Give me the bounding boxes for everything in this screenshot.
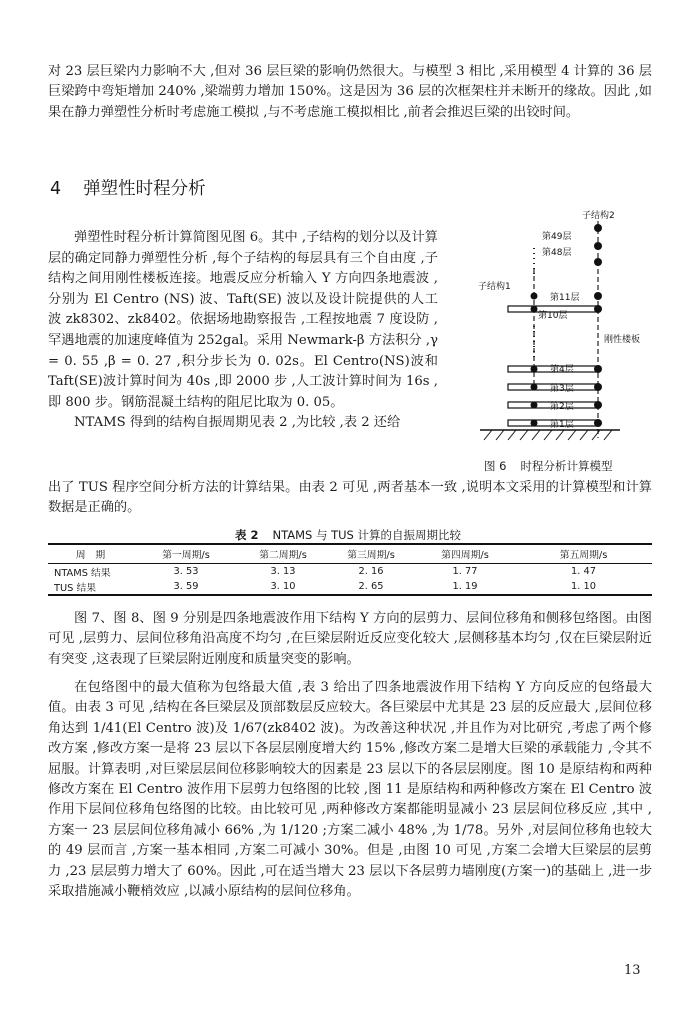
paragraph-method: 弹塑性时程分析计算简图见图 6。其中 ,子结构的划分以及计算层的确定同静力弹塑性分析 ,每个子结构的每层具有三个自由度 ,子结构之间用刚性楼板连接。地震反应分析输入 Y 方向四条地震波 ,分别为 El Centro (NS) 波、Taft(SE) 波以及设计院提供的人工波 zk8302、zk8402。依据场地勘察报告 ,工程按地震 7 度设防 ,罕遇地震的加速度峰值为 252gal。采用 Newmark-β 方法积分 ,γ = 0. 55 ,β = 0. 27 ,积分步长为 0. 02s。El Centro(NS)波和 Taft(SE)波计算时间为 40s ,即 2000 步 ,人工波计算时间为 16s ,即 800 步。钢筋混凝土结构的阻尼比取为 0. 05。 bbox=[48, 230, 438, 410]
table-cell: 2. 65 bbox=[327, 579, 415, 595]
table-cell: 3. 13 bbox=[270, 566, 296, 577]
label-floor2: 第2层 bbox=[550, 402, 574, 412]
table-cell: 2. 16 bbox=[358, 566, 384, 577]
table-cell: 3. 53 bbox=[173, 566, 199, 577]
node-s2-3 bbox=[594, 383, 602, 391]
node-s2-11 bbox=[594, 292, 602, 300]
label-floor11: 第11层 bbox=[550, 293, 580, 303]
header-cell: 第五周期/s bbox=[515, 544, 652, 564]
paragraph-envelope: 在包络图中的最大值称为包络最大值 ,表 3 给出了四条地震波作用下结构 Y 方向反应的包络最大值。由表 3 可见 ,结构在各巨梁层及顶部数层反应较大。各巨梁层中尤其是 23 层的反应最大 ,层间位移角达到 1/41(El Centro 波)及 1/67(zk8402 波)。为改善这种状况 ,并且作为对比研究 ,考虑了两个修改方案 ,修改方案一是将 23 层以下各层层刚度增大约 15% ,修改方案二是增大巨梁的承载能力 ,令其不屈服。计算表明 ,对巨梁层层间位移影响较大的因素是 23 层以下的各层层刚度。图 10 是原结构和两种修改方案在 El Centro 波作用下层剪力包络图的比较 ,图 11 是原结构和两种修改方案在 El Centro 波作用下层间位移角包络图的比较。由比较可见 ,两种修改方案都能明显减小 23 层层间位移反应 ,其中 ,方案一 23 层层间位移角减小 66% ,为 1/120 ;方案二减小 48% ,为 1/78。另外 ,对层间位移角也较大的 49 层而言 ,方案一基本相同 ,方案二可减小 30%。但是 ,由图 10 可见 ,方案二会增大巨梁层的层剪力 ,23 层层剪力增大了 60%。因此 ,可在适当增大 23 层以下各层剪力墙刚度(方案一)的基础上 ,进一步采取措施减小鞭梢效应 ,以减小原结构的层间位移角。 bbox=[48, 680, 652, 900]
node-s1-11 bbox=[531, 293, 538, 300]
node-s2-1 bbox=[594, 419, 602, 427]
period-table bbox=[48, 543, 652, 596]
paragraph-figures-7-9: 图 7、图 8、图 9 分别是四条地震波作用下结构 Y 方向的层剪力、层间位移角和侧移包络图。由图可见 ,层剪力、层间位移角沿高度不均匀 ,在巨梁层附近反应变化较大 ,层侧移基本均匀 ,仅在巨梁层附近有突变 ,这表现了巨梁层附近刚度和质量突变的影响。 bbox=[48, 611, 652, 667]
table-cell: 3. 10 bbox=[239, 579, 327, 595]
node-s1-4 bbox=[531, 366, 538, 373]
section-number: 4 bbox=[50, 179, 62, 199]
node-s2-top bbox=[594, 224, 602, 232]
paragraph-intro: 对 23 层巨梁内力影响不大 ,但对 36 层巨梁的影响仍然很大。与模型 3 相比 ,采用模型 4 计算的 36 层巨梁跨中弯矩增加 240% ,梁端剪力增加 150%。这是因为 36 层的次框架柱并未断开的缘故。因此 ,如果在静力弹塑性分析时考虑施工模拟 ,与不考虑施工模拟相比 ,前者会推迟巨梁的出铰时间。 bbox=[48, 64, 652, 120]
table-cell: 3. 59 bbox=[133, 579, 239, 595]
section-heading bbox=[50, 177, 206, 201]
label-floor49: 第49层 bbox=[542, 232, 572, 242]
header-cell: 第二周期/s bbox=[239, 544, 327, 564]
table-title-text: NTAMS 与 TUS 计算的自振周期比较 bbox=[272, 528, 462, 542]
figure-6-diagram bbox=[470, 208, 656, 478]
label-floor3: 第3层 bbox=[550, 384, 574, 394]
left-column bbox=[48, 228, 438, 434]
label-floor48: 第48层 bbox=[542, 248, 572, 258]
node-s1-1 bbox=[531, 420, 538, 427]
figure-caption bbox=[484, 458, 612, 474]
page-number: 13 bbox=[624, 963, 641, 978]
table-cell: 1. 47 bbox=[571, 566, 596, 577]
ground-hatching bbox=[484, 430, 612, 440]
label-substructure2: 子结构2 bbox=[582, 211, 615, 221]
label-floor1: 第1层 bbox=[550, 420, 574, 430]
table-row bbox=[48, 579, 652, 595]
node-s2-10 bbox=[594, 305, 602, 313]
label-floor10: 第10层 bbox=[538, 311, 568, 321]
header-cell: 周 期 bbox=[48, 544, 133, 564]
node-s1-10 bbox=[531, 306, 538, 313]
table-cell: TUS 结果 bbox=[48, 579, 133, 595]
table-row bbox=[48, 564, 652, 580]
section-title: 弹塑性时程分析 bbox=[83, 179, 206, 199]
table-title bbox=[0, 527, 696, 543]
table-cell: 1. 77 bbox=[452, 566, 478, 577]
node-s1-2 bbox=[531, 402, 538, 409]
header-cell: 第四周期/s bbox=[415, 544, 515, 564]
table-cell: 1. 10 bbox=[515, 579, 652, 595]
node-s2-2 bbox=[594, 401, 602, 409]
header-cell: 第一周期/s bbox=[133, 544, 239, 564]
label-floor4: 第4层 bbox=[550, 365, 574, 375]
paragraph-ntams-rest: 出了 TUS 程序空间分析方法的计算结果。由表 2 可见 ,两者基本一致 ,说明本文采用的计算模型和计算数据是正确的。 bbox=[48, 480, 652, 516]
figure-caption-text: 时程分析计算模型 bbox=[520, 459, 613, 473]
label-rigid-slab: 刚性楼板 bbox=[604, 335, 641, 345]
header-cell: 第三周期/s bbox=[327, 544, 415, 564]
node-s2-4 bbox=[594, 365, 602, 373]
table-header-row bbox=[48, 544, 652, 564]
node-s2-48 bbox=[594, 258, 602, 266]
paragraph-ntams-start: NTAMS 得到的结构自振周期见表 2 ,为比较 ,表 2 还给 bbox=[74, 415, 401, 431]
figure-number: 图 6 bbox=[484, 459, 507, 473]
table-number: 表 2 bbox=[234, 528, 259, 542]
table-cell: 1. 19 bbox=[415, 579, 515, 595]
node-s1-3 bbox=[531, 384, 538, 391]
table-cell: NTAMS 结果 bbox=[54, 567, 111, 579]
label-substructure1: 子结构1 bbox=[478, 282, 511, 292]
node-s2-49 bbox=[594, 242, 602, 250]
